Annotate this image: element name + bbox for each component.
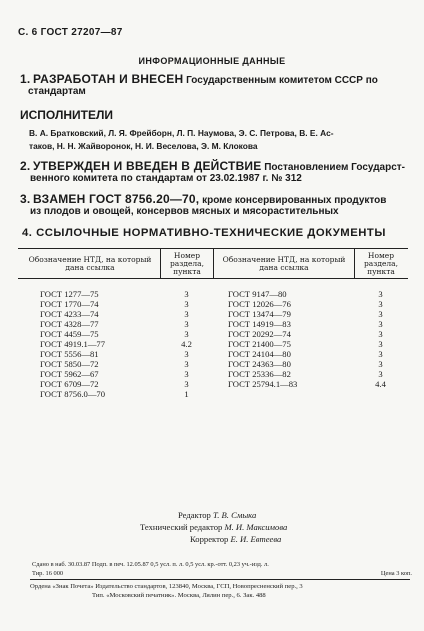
- table-cell-designation: ГОСТ 12026—76: [228, 299, 291, 309]
- item-1-number: 1.: [20, 72, 31, 86]
- credits: [140, 509, 370, 545]
- executors-line-1: В. А. Братковский, Л. Я. Фрейборн, Л. П. Наумова, Э. С. Петрова, В. Е. Ас-: [29, 128, 334, 138]
- table-cell-designation: ГОСТ 6709—72: [40, 379, 99, 389]
- item-3-text-cont: из плодов и овощей, консервов мясных и мясорастительных: [30, 206, 339, 217]
- table-header-section-right: Номер раздела, пункта: [363, 251, 399, 276]
- table-cell-section: 3: [378, 339, 383, 349]
- table-cell-designation: ГОСТ 1770—74: [40, 299, 99, 309]
- table-cell-section: 3: [184, 329, 189, 339]
- table-cell-designation: ГОСТ 5962—67: [40, 369, 99, 379]
- item-1-lead: РАЗРАБОТАН И ВНЕСЕН: [32, 72, 184, 86]
- table-header-rule: [18, 278, 408, 279]
- credit-tech-editor: [140, 521, 370, 533]
- footer-rule: [30, 579, 410, 580]
- section-title: ИНФОРМАЦИОННЫЕ ДАННЫЕ: [138, 56, 286, 66]
- item-3: [20, 194, 405, 217]
- table-cell-section: 3: [184, 359, 189, 369]
- imprint-circulation: Тир. 16 000: [32, 570, 64, 577]
- table-cell-designation: ГОСТ 25336—82: [228, 369, 291, 379]
- table-cell-designation: ГОСТ 5850—72: [40, 359, 99, 369]
- table-right-designations: [228, 289, 297, 389]
- item-4-number: 4.: [22, 227, 33, 239]
- table-cell-designation: ГОСТ 24104—80: [228, 349, 291, 359]
- credit-tech-role: Технический редактор: [140, 522, 223, 532]
- table-cell-section: 3: [184, 369, 189, 379]
- table-cell-designation: ГОСТ 4328—77: [40, 319, 99, 329]
- references-title: [22, 227, 386, 239]
- credit-corrector-name: Е. И. Евтеева: [230, 534, 282, 544]
- table-cell-designation: ГОСТ 4233—74: [40, 309, 99, 319]
- credit-corrector: [140, 533, 370, 545]
- table-left-sections: [160, 289, 213, 399]
- table-cell-designation: ГОСТ 14919—83: [228, 319, 291, 329]
- item-2-text-cont: венного комитета по стандартам от 23.02.1987 г. № 312: [30, 173, 302, 184]
- table-right-sections: [354, 289, 407, 389]
- table-cell-designation: ГОСТ 21400—75: [228, 339, 291, 349]
- table-cell-designation: ГОСТ 4919.1—77: [40, 339, 106, 349]
- table-header-designation-left: Обозначение НТД, на который дана ссылка: [28, 255, 152, 272]
- table-cell-section: 3: [184, 289, 189, 299]
- table-cell-section: 3: [378, 319, 383, 329]
- table-cell-section: 3: [378, 349, 383, 359]
- executors-line-2: таков, Н. Н. Жайворонок, Н. И. Веселова, Э. М. Клокова: [29, 141, 258, 151]
- table-cell-section: 3: [378, 299, 383, 309]
- item-3-text: кроме консервированных продуктов: [199, 195, 387, 206]
- table-cell-section: 3: [184, 319, 189, 329]
- table-header-section-left: Номер раздела, пункта: [169, 251, 205, 276]
- item-2-lead: УТВЕРЖДЕН И ВВЕДЕН В ДЕЙСТВИЕ: [32, 159, 262, 173]
- imprint-price: Цена 3 коп.: [380, 570, 412, 577]
- table-cell-section: 3: [378, 309, 383, 319]
- print-imprint: [32, 560, 412, 578]
- table-cell-section: 4.4: [375, 379, 386, 389]
- table-cell-section: 3: [184, 299, 189, 309]
- credit-tech-name: М. И. Максимова: [224, 522, 288, 532]
- item-2: [20, 161, 405, 184]
- executors-list: [29, 127, 407, 153]
- table-cell-section: 3: [378, 369, 383, 379]
- table-cell-section: 1: [184, 389, 189, 399]
- table-cell-designation: ГОСТ 4459—75: [40, 329, 99, 339]
- table-cell-section: 3: [184, 349, 189, 359]
- credit-editor: [140, 509, 370, 521]
- table-cell-section: 3: [378, 329, 383, 339]
- credit-corrector-role: Корректор: [190, 534, 229, 544]
- table-cell-designation: ГОСТ 13474—79: [228, 309, 291, 319]
- executors-title: ИСПОЛНИТЕЛИ: [20, 108, 114, 122]
- table-cell-section: 3: [184, 309, 189, 319]
- imprint-line-1: Сдано в наб. 30.03.87 Подп. в печ. 12.05.87 0,5 усл. п. л. 0,5 усл. кр.-отт. 0,23 уч.-изд. л.: [32, 561, 269, 568]
- item-2-text: Постановлением Государст-: [261, 162, 405, 173]
- item-1-text: Государственным комитетом СССР по: [183, 75, 378, 86]
- table-cell-designation: ГОСТ 25794.1—83: [228, 379, 298, 389]
- table-cell-designation: ГОСТ 9147—80: [228, 289, 287, 299]
- publisher-footer: [30, 582, 410, 600]
- table-cell-designation: ГОСТ 24363—80: [228, 359, 291, 369]
- item-3-number: 3.: [20, 192, 31, 206]
- item-1-text-cont: стандартам: [28, 86, 86, 97]
- table-cell-section: 3: [378, 289, 383, 299]
- table-cell-designation: ГОСТ 20292—74: [228, 329, 291, 339]
- table-left-designations: [40, 289, 105, 399]
- credit-editor-name: Т. В. Смыка: [213, 510, 257, 520]
- table-cell-designation: ГОСТ 1277—75: [40, 289, 99, 299]
- item-3-lead: ВЗАМЕН ГОСТ 8756.20—70,: [32, 192, 200, 206]
- table-cell-section: 4.2: [181, 339, 192, 349]
- table-cell-section: 3: [184, 379, 189, 389]
- table-cell-designation: ГОСТ 5556—81: [40, 349, 99, 359]
- page-header: С. 6 ГОСТ 27207—87: [18, 27, 123, 38]
- table-cell-designation: ГОСТ 8756.0—70: [40, 389, 106, 399]
- footer-line-1: Ордена «Знак Почета» Издательство стандартов, 123840, Москва, ГСП, Новопресненский пер., 3: [30, 583, 303, 590]
- item-2-number: 2.: [20, 159, 31, 173]
- table-cell-section: 3: [378, 359, 383, 369]
- item-4-lead: ССЫЛОЧНЫЕ НОРМАТИВНО-ТЕХНИЧЕСКИЕ ДОКУМЕНТЫ: [36, 227, 386, 239]
- footer-line-2: Тип. «Московский печатник». Москва, Лялин пер., 6. Зак. 488: [92, 592, 266, 599]
- item-1: [20, 74, 405, 97]
- table-header-designation-right: Обозначение НТД, на который дана ссылка: [222, 255, 346, 272]
- credit-editor-role: Редактор: [178, 510, 211, 520]
